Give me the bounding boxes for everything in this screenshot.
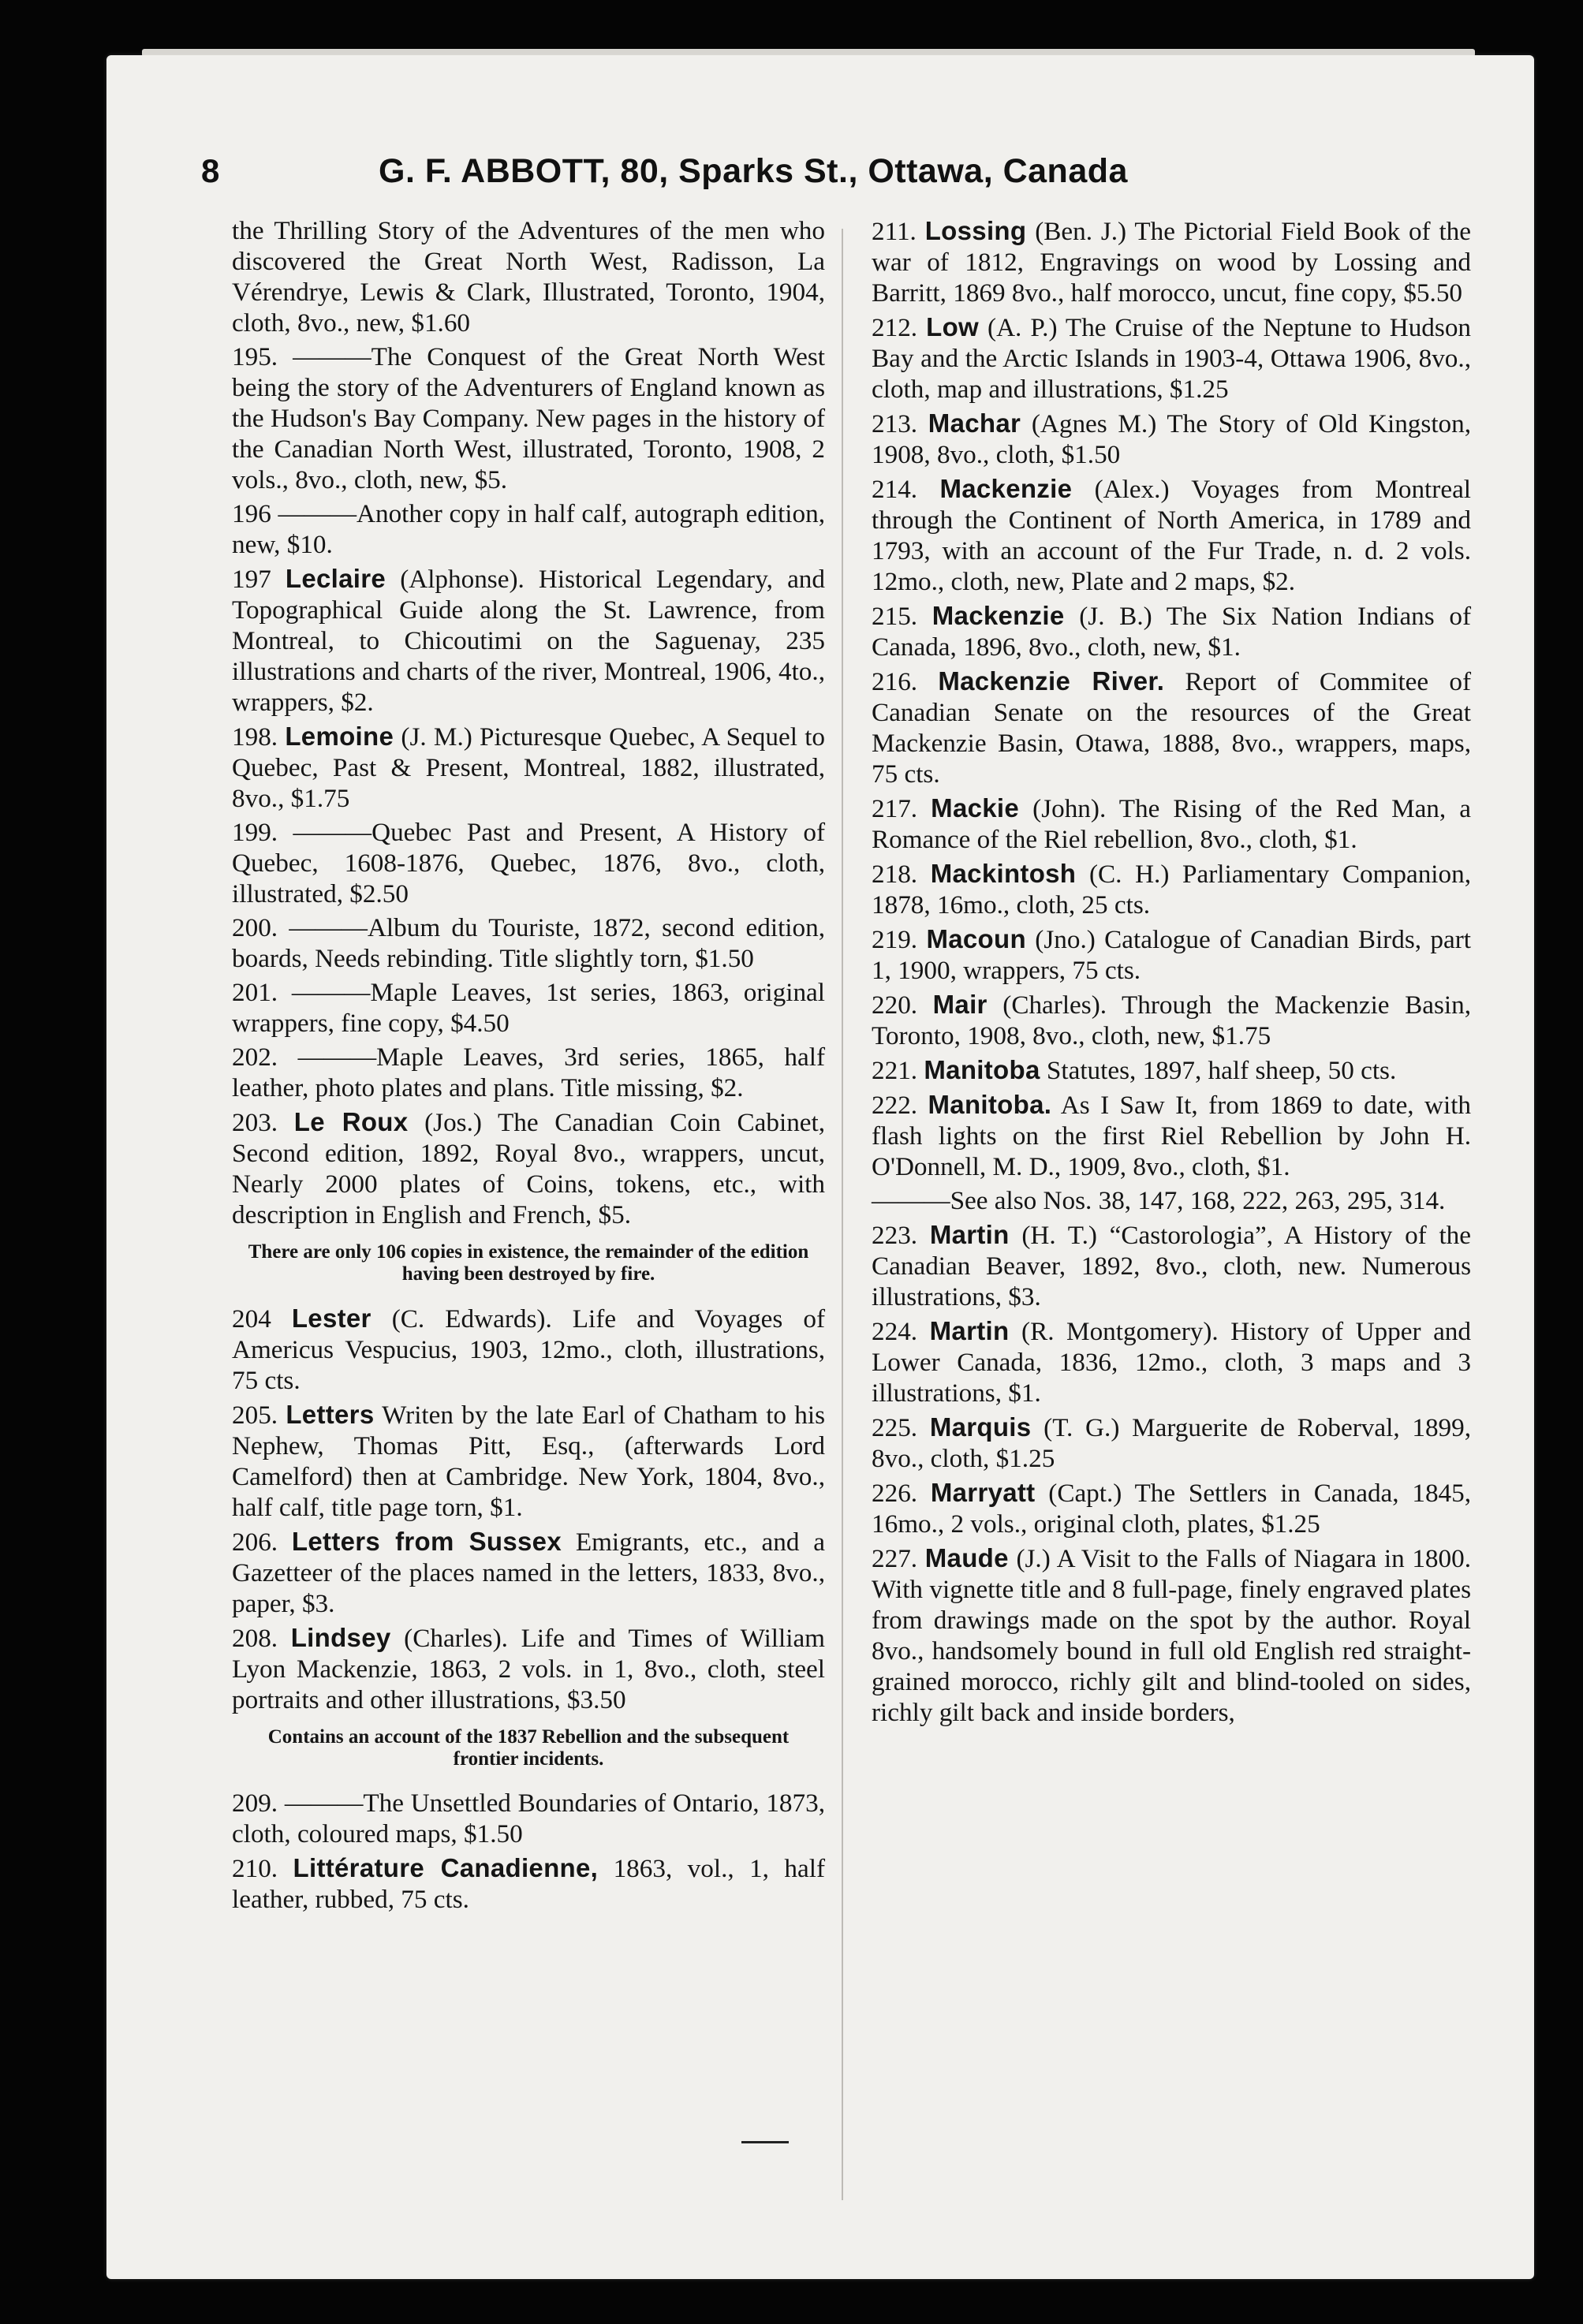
catalog-entry: [872, 923, 1471, 986]
entry-author: Mackie: [931, 793, 1020, 823]
entry-text: (Jno.) Catalogue of Canadian Birds, part 1, 1900, wrappers, 75 cts.: [872, 925, 1471, 985]
catalog-entry: [872, 858, 1471, 920]
entry-text: (Alphonse). Historical Legendary, and Topographical Guide along the St. Lawrence, from Montreal, to Chicoutimi on the Saguenay, 235 illustrations and charts of the river, Montreal, 1906, 4to., wrappers, $2.: [232, 565, 825, 717]
entry-text: ———The Conquest of the Great North West being the story of the Adventurers of England known as the Hudson's Bay Company. New pages in the history of the Canadian North West, illustrated, Toronto, 1908, 2 vols., 8vo., cloth, new, $5.: [232, 342, 825, 494]
entry-number: 208.: [232, 1624, 278, 1653]
entry-text: (T. G.) Marguerite de Roberval, 1899, 8vo., cloth, $1.25: [872, 1413, 1472, 1473]
entry-number: 223.: [872, 1221, 918, 1250]
entry-author: Littérature Canadienne,: [293, 1853, 599, 1882]
catalog-note: [240, 1241, 817, 1285]
entry-number: 206.: [232, 1528, 278, 1557]
bottom-rule: [741, 2141, 789, 2143]
catalog-entry: [872, 666, 1471, 789]
entry-text: (C. H.) Parliamentary Companion, 1878, 16mo., cloth, 25 cts.: [872, 860, 1471, 920]
entry-text: (R. Montgomery). History of Upper and Lower Canada, 1836, 12mo., cloth, 3 maps and 3 illustrations, $1.: [872, 1317, 1471, 1408]
entry-author: Mackenzie: [932, 601, 1065, 630]
catalog-entry: [872, 473, 1471, 597]
entry-text: (J. M.) Picturesque Quebec, A Sequel to Quebec, Past & Present, Montreal, 1882, illustrated, 8vo., $1.75: [232, 722, 826, 813]
catalog-entry: [232, 912, 825, 974]
entry-number: 215.: [872, 602, 918, 631]
column-divider: [842, 229, 843, 2200]
catalog-entry: [872, 311, 1471, 405]
entry-author: Macoun: [926, 924, 1026, 953]
entry-number: 199.: [232, 818, 278, 847]
entry-number: 210.: [232, 1854, 278, 1883]
catalog-entry: [872, 1412, 1471, 1474]
entry-number: 200.: [232, 913, 278, 942]
entry-author: Manitoba.: [928, 1090, 1052, 1119]
entry-number: 204: [232, 1304, 271, 1334]
catalog-entry: [232, 817, 825, 909]
entry-number: 218.: [872, 860, 918, 889]
entry-author: Lossing: [924, 216, 1027, 245]
entry-text: the Thrilling Story of the Adventures of the men who discovered the Great North West, Radisson, La Vérendrye, Lewis & Clark, Illustrated, Toronto, 1904, cloth, 8vo., new, $1.60: [232, 216, 825, 338]
entry-number: 214.: [872, 475, 918, 504]
right-column: [872, 215, 1471, 1731]
catalog-entry: [232, 977, 825, 1039]
entry-text: Emigrants, etc., and a Gazetteer of the places named in the letters, 1833, 8vo., paper, $3.: [232, 1528, 825, 1618]
catalog-entry: [872, 600, 1471, 662]
entry-number: 224.: [872, 1317, 918, 1346]
catalog-entry: [872, 1315, 1471, 1408]
entry-text: ———Quebec Past and Present, A History of Quebec, 1608-1876, Quebec, 1876, 8vo., cloth, illustrated, $2.50: [232, 818, 826, 908]
catalog-entry: [872, 408, 1471, 470]
page-header: [201, 146, 1250, 201]
entry-author: Mackenzie: [939, 474, 1073, 503]
entry-text: Statutes, 1897, half sheep, 50 cts.: [1046, 1056, 1397, 1085]
catalog-entry: [232, 1788, 825, 1849]
entry-text: Report of Commitee of Canadian Senate on the resources of the Great Mackenzie Basin, Otawa, 1888, 8vo., wrappers, maps, 75 cts.: [872, 667, 1472, 789]
entry-number: 225.: [872, 1413, 918, 1442]
entry-number: 195.: [232, 342, 278, 371]
entry-number: 212.: [872, 313, 918, 342]
entry-text: ———Album du Touriste, 1872, second edition, boards, Needs rebinding. Title slightly torn, $1.50: [232, 913, 826, 973]
entry-text: Writen by the late Earl of Chatham to his Nephew, Thomas Pitt, Esq., (afterwards Lord Camelford) then at Cambridge. New York, 1804, 8vo., half calf, title page torn, $1.: [232, 1401, 825, 1522]
page-number: 8: [201, 152, 220, 189]
entry-author: Mackintosh: [930, 859, 1077, 888]
entry-author: Letters from Sussex: [291, 1527, 562, 1556]
entry-number: 197: [232, 565, 271, 594]
entry-text: (A. P.) The Cruise of the Neptune to Hudson Bay and the Arctic Islands in 1903-4, Ottawa 1906, 8vo., cloth, map and illustrations, $1.25: [872, 313, 1472, 404]
catalog-entry: [872, 793, 1471, 855]
entry-number: 216.: [872, 667, 918, 696]
entry-author: Manitoba: [924, 1055, 1040, 1084]
catalog-entry: [232, 341, 825, 495]
catalog-entry: [872, 1185, 1471, 1216]
catalog-entry: [872, 989, 1471, 1051]
entry-number: 203.: [232, 1108, 278, 1137]
catalog-entry: [872, 1089, 1471, 1182]
entry-text: (Charles). Through the Mackenzie Basin, Toronto, 1908, 8vo., cloth, new, $1.75: [872, 990, 1471, 1050]
entry-text: (J. B.) The Six Nation Indians of Canada, 1896, 8vo., cloth, new, $1.: [872, 602, 1472, 662]
entry-number: 209.: [232, 1789, 278, 1818]
entry-author: Marryatt: [930, 1478, 1036, 1507]
entry-number: 205.: [232, 1401, 278, 1430]
entry-author: Maude: [924, 1543, 1009, 1572]
entry-author: Lester: [291, 1304, 371, 1333]
entry-author: Mackenzie River.: [938, 666, 1165, 696]
entry-text: (J.) A Visit to the Falls of Niagara in 1800. With vignette title and 8 full-page, finely engraved plates from drawings made on the spot by the author. Royal 8vo., handsomely bound in full old English red straight-grained morocco, richly gilt and blind-tooled on sides, richly gilt back and inside borders,: [872, 1544, 1472, 1727]
entry-text: ———See also Nos. 38, 147, 168, 222, 263, 295, 314.: [872, 1186, 1446, 1215]
entry-number: 211.: [872, 217, 917, 246]
catalog-entry: [232, 1303, 825, 1396]
entry-number: 201.: [232, 978, 278, 1007]
catalog-entry: [872, 1219, 1471, 1312]
entry-text: 1863, vol., 1, half leather, rubbed, 75 cts.: [232, 1854, 826, 1914]
entry-text: (John). The Rising of the Red Man, a Romance of the Riel rebellion, 8vo., cloth, $1.: [872, 794, 1472, 854]
entry-text: (C. Edwards). Life and Voyages of Americus Vespucius, 1903, 12mo., cloth, illustrations, 75 cts.: [232, 1304, 825, 1395]
entry-author: Martin: [929, 1220, 1010, 1249]
entry-text: There are only 106 copies in existence, the remainder of the edition having been destroyed by fire.: [248, 1241, 809, 1285]
entry-text: (H. T.) “Castorologia”, A History of the Canadian Beaver, 1892, 8vo., cloth, new. Numerous illustrations, $3.: [872, 1221, 1472, 1311]
catalog-entry: [232, 1106, 825, 1230]
catalog-entry: [232, 563, 825, 718]
catalog-entry: [232, 721, 825, 814]
entry-author: Machar: [928, 408, 1021, 438]
entry-number: 213.: [872, 409, 918, 438]
entry-text: ———The Unsettled Boundaries of Ontario, 1873, cloth, coloured maps, $1.50: [232, 1789, 825, 1848]
entry-text: ———Maple Leaves, 3rd series, 1865, half leather, photo plates and plans. Title missing, $2.: [232, 1043, 826, 1102]
entry-author: Lindsey: [290, 1623, 391, 1652]
catalog-entry: [232, 1399, 825, 1523]
catalog-entry: [872, 1054, 1471, 1086]
entry-author: Mair: [932, 990, 988, 1019]
entry-number: 198.: [232, 722, 278, 752]
entry-number: 219.: [872, 925, 918, 954]
catalog-entry: [232, 215, 825, 338]
catalog-entry: [872, 215, 1471, 308]
entry-number: 220.: [872, 990, 918, 1020]
catalog-entry: [232, 1042, 825, 1103]
entry-text: (Charles). Life and Times of William Lyon Mackenzie, 1863, 2 vols. in 1, 8vo., cloth, steel portraits and other illustrations, $3.50: [232, 1624, 825, 1714]
entry-number: 221.: [872, 1056, 918, 1085]
catalog-entry: [232, 1852, 825, 1915]
entry-author: Lemoine: [285, 722, 394, 751]
catalog-entry: [232, 1622, 825, 1715]
entry-number: 226.: [872, 1479, 918, 1508]
entry-text: ———Another copy in half calf, autograph edition, new, $10.: [232, 499, 826, 559]
entry-author: Low: [926, 312, 979, 341]
entry-text: Contains an account of the 1837 Rebellion and the subsequent frontier incidents.: [267, 1726, 790, 1770]
entry-text: (Ben. J.) The Pictorial Field Book of the war of 1812, Engravings on wood by Lossing and Barritt, 1869 8vo., half morocco, uncut, fine copy, $5.50: [872, 217, 1472, 308]
entry-author: Marquis: [929, 1412, 1032, 1442]
entry-author: Le Roux: [293, 1107, 409, 1136]
entry-text: (Capt.) The Settlers in Canada, 1845, 16mo., 2 vols., original cloth, plates, $1.25: [872, 1479, 1472, 1539]
catalog-entry: [872, 1542, 1471, 1728]
entry-number: 222.: [872, 1091, 918, 1120]
entry-author: Leclaire: [285, 564, 386, 593]
entry-text: (Agnes M.) The Story of Old Kingston, 1908, 8vo., cloth, $1.50: [872, 409, 1472, 469]
entry-text: ———Maple Leaves, 1st series, 1863, original wrappers, fine copy, $4.50: [232, 978, 826, 1038]
page-title: G. F. ABBOTT, 80, Sparks St., Ottawa, Canada: [379, 152, 1128, 190]
entry-number: 202.: [232, 1043, 278, 1072]
entry-author: Letters: [286, 1400, 375, 1429]
catalog-entry: [232, 1526, 825, 1619]
entry-author: Martin: [929, 1316, 1010, 1345]
catalog-note: [240, 1726, 817, 1770]
entry-text: As I Saw It, from 1869 to date, with flash lights on the first Riel Rebellion by John H. O'Donnell, M. D., 1909, 8vo., cloth, $1.: [872, 1091, 1472, 1181]
catalog-entry: [872, 1477, 1471, 1539]
entry-number: 227.: [872, 1544, 918, 1573]
entry-number: 196: [232, 499, 271, 528]
left-column: [232, 215, 825, 1918]
entry-number: 217.: [872, 794, 918, 823]
entry-text: (Jos.) The Canadian Coin Cabinet, Second edition, 1892, Royal 8vo., wrappers, uncut, Nearly 2000 plates of Coins, tokens, etc., with description in English and French, $5.: [232, 1108, 826, 1229]
entry-text: (Alex.) Voyages from Montreal through the Continent of North America, in 1789 and 1793, with an account of the Fur Trade, n. d. 2 vols. 12mo., cloth, new, Plate and 2 maps, $2.: [872, 475, 1472, 596]
catalog-entry: [232, 498, 825, 560]
